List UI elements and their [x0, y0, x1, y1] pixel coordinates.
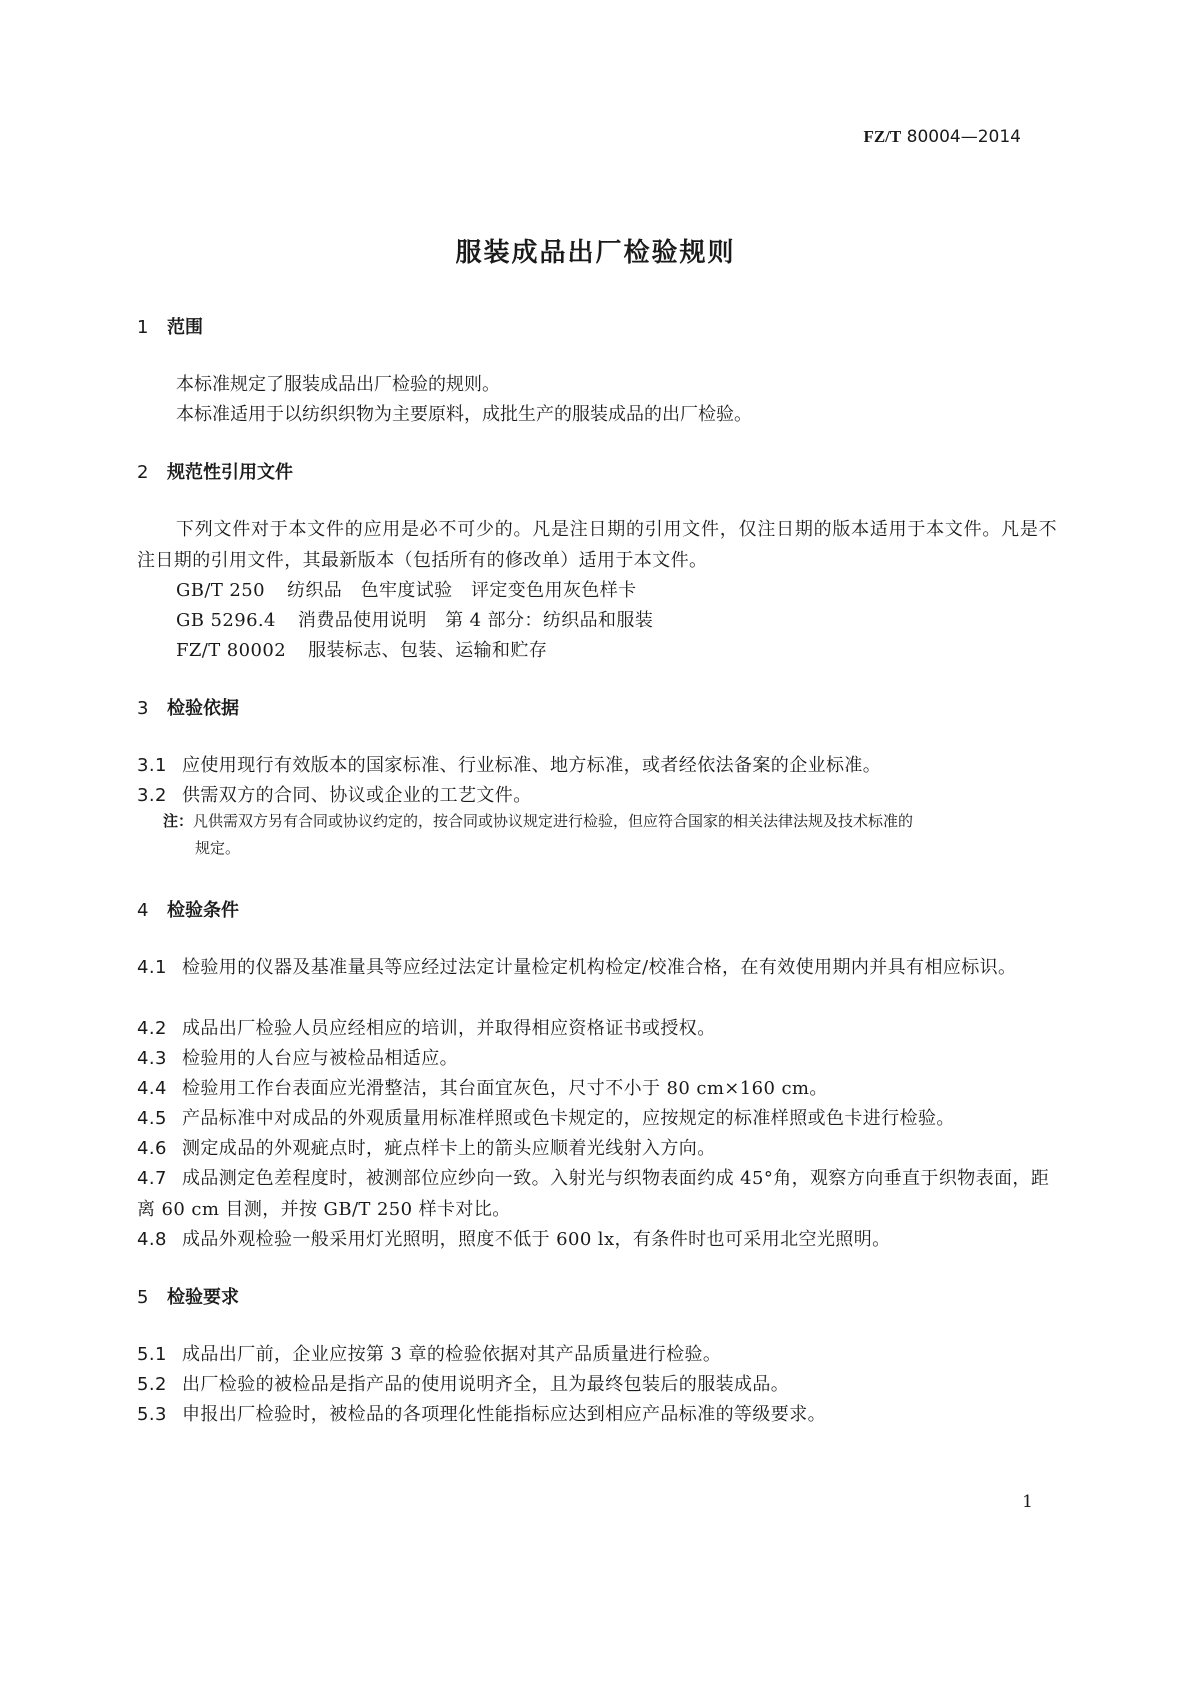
- clause-text: 成品出厂检验人员应经相应的培训，并取得相应资格证书或授权。: [182, 1018, 716, 1039]
- reference-code: FZ/T 80002: [176, 640, 287, 661]
- clause-4-3: [137, 1043, 1057, 1074]
- clause-3-2: [137, 780, 1057, 811]
- clause-text: 出厂检验的被检品是指产品的使用说明齐全，且为最终包装后的服装成品。: [182, 1374, 790, 1395]
- clause-4-4: [137, 1073, 1057, 1104]
- clause-number: 4.6: [137, 1138, 167, 1159]
- clause-number: 4.5: [137, 1108, 167, 1129]
- section-1-heading: [137, 313, 203, 339]
- clause-5-1: [137, 1339, 1057, 1370]
- clause-number: 4.1: [137, 957, 167, 978]
- section-number: 2: [137, 462, 149, 483]
- clause-number: 5.1: [137, 1344, 167, 1365]
- note-label: 注：: [163, 812, 194, 830]
- section-5-heading: [137, 1283, 239, 1309]
- reference-title: 消费品使用说明 第 4 部分：纺织品和服装: [297, 610, 654, 631]
- section-title: 检验要求: [167, 1287, 239, 1308]
- clause-4-7: [137, 1163, 1057, 1225]
- clause-text: 检验用的人台应与被检品相适应。: [182, 1048, 458, 1069]
- section-number: 1: [137, 317, 149, 338]
- clause-text: 检验用的仪器及基准量具等应经过法定计量检定机构检定/校准合格，在有效使用期内并具有相应标识。: [182, 957, 1017, 978]
- clause-text: 成品测定色差程度时，被测部位应纱向一致。入射光与织物表面约成 45°角，观察方向垂直于织物表面，距离 60 cm 目测，并按 GB/T 250 样卡对比。: [137, 1168, 1050, 1220]
- section-1-paragraph-2: 本标准适用于以纺织织物为主要原料，成批生产的服装成品的出厂检验。: [176, 404, 752, 425]
- clause-number: 3.2: [137, 785, 167, 806]
- standard-prefix: FZ/T: [863, 127, 902, 146]
- section-number: 5: [137, 1287, 149, 1308]
- note-text-line-1: 凡供需双方另有合同或协议约定的，按合同或协议规定进行检验，但应符合国家的相关法律法规及技术标准的: [193, 812, 914, 830]
- reference-code: GB 5296.4: [176, 610, 276, 631]
- clause-number: 4.2: [137, 1018, 167, 1039]
- clause-text: 检验用工作台表面应光滑整洁，其台面宜灰色，尺寸不小于 80 cm×160 cm。: [182, 1078, 828, 1099]
- clause-text: 产品标准中对成品的外观质量用标准样照或色卡规定的，应按规定的标准样照或色卡进行检验。: [182, 1108, 955, 1129]
- clause-number: 4.3: [137, 1048, 167, 1069]
- clause-number: 5.2: [137, 1374, 167, 1395]
- normative-reference: [176, 606, 653, 632]
- clause-text: 成品外观检验一般采用灯光照明，照度不低于 600 lx，有条件时也可采用北空光照明。: [182, 1229, 891, 1250]
- section-title: 范围: [167, 317, 203, 338]
- clause-4-1: [137, 952, 1057, 983]
- document-title: 服装成品出厂检验规则: [455, 238, 736, 268]
- clause-4-6: [137, 1133, 1057, 1164]
- clause-number: 4.4: [137, 1078, 167, 1099]
- section-title: 检验依据: [167, 698, 239, 719]
- section-1-paragraph-1: 本标准规定了服装成品出厂检验的规则。: [176, 374, 500, 395]
- clause-5-2: [137, 1369, 1057, 1400]
- standard-number-header: [863, 127, 1021, 147]
- note-text-line-2: 规定。: [195, 839, 241, 857]
- clause-number: 4.7: [137, 1168, 167, 1189]
- clause-number: 3.1: [137, 755, 167, 776]
- standard-number: 80004—2014: [906, 127, 1021, 147]
- section-number: 4: [137, 900, 149, 921]
- clause-text: 测定成品的外观疵点时，疵点样卡上的箭头应顺着光线射入方向。: [182, 1138, 716, 1159]
- clause-number: 5.3: [137, 1404, 167, 1425]
- clause-3-1: [137, 750, 1057, 781]
- clause-4-8: [137, 1224, 1057, 1255]
- clause-5-3: [137, 1399, 1057, 1430]
- clause-text: 申报出厂检验时，被检品的各项理化性能指标应达到相应产品标准的等级要求。: [182, 1404, 826, 1425]
- section-4-heading: [137, 896, 239, 922]
- section-2-intro: 下列文件对于本文件的应用是必不可少的。凡是注日期的引用文件，仅注日期的版本适用于本文件。凡是不注日期的引用文件，其最新版本（包括所有的修改单）适用于本文件。: [137, 519, 1057, 571]
- section-title: 规范性引用文件: [167, 462, 293, 483]
- clause-4-5: [137, 1103, 1057, 1134]
- clause-number: 4.8: [137, 1229, 167, 1250]
- section-3-heading: [137, 694, 239, 720]
- section-number: 3: [137, 698, 149, 719]
- clause-note: [163, 808, 1063, 862]
- clause-text: 供需双方的合同、协议或企业的工艺文件。: [182, 785, 532, 806]
- normative-reference: [176, 636, 547, 662]
- reference-title: 纺织品 色牢度试验 评定变色用灰色样卡: [286, 580, 637, 601]
- reference-title: 服装标志、包装、运输和贮存: [308, 640, 548, 661]
- clause-text: 应使用现行有效版本的国家标准、行业标准、地方标准，或者经依法备案的企业标准。: [182, 755, 882, 776]
- section-2-heading: [137, 458, 293, 484]
- section-title: 检验条件: [167, 900, 239, 921]
- normative-reference: [176, 576, 637, 602]
- reference-code: GB/T 250: [176, 580, 265, 601]
- page-number: 1: [1022, 1492, 1033, 1512]
- clause-text: 成品出厂前，企业应按第 3 章的检验依据对其产品质量进行检验。: [182, 1344, 722, 1365]
- clause-4-2: [137, 1013, 1057, 1044]
